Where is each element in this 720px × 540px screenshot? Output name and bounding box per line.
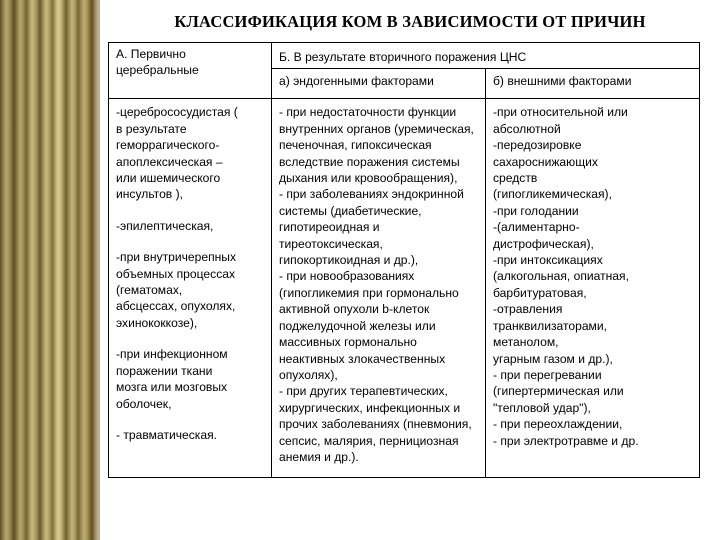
text-line: - при заболеваниях эндокринной [279, 187, 464, 202]
text-line: - при недостаточности функции [279, 105, 457, 120]
text-line: поражении ткани [116, 363, 213, 378]
text-line: тиреотоксическая, [279, 236, 383, 251]
text-line: внутренних органов (уремическая, [279, 121, 474, 136]
line-gap [116, 412, 265, 427]
header-a-line: А. Первично [116, 47, 186, 61]
line-gap [116, 203, 265, 218]
text-line: дыхания или кровообращения), [279, 171, 458, 186]
text-line: -при инфекционном [116, 347, 228, 362]
text-line: абсолютной [493, 121, 561, 136]
text-line: -при внутричерепных [116, 250, 237, 265]
text-line: средств [493, 171, 538, 186]
text-line: - при других терапевтических, [279, 384, 448, 399]
header-external: б) внешними факторами [486, 69, 700, 99]
text-line: эхинококкозе), [116, 315, 198, 330]
text-line: -при интоксикациях [493, 253, 603, 268]
text-line: угарным газом и др.), [493, 351, 613, 366]
text-line: мозга или мозговых [116, 380, 228, 395]
text-line: поджелудочной железы или [279, 318, 436, 333]
text-line: вследствие поражения системы [279, 154, 460, 169]
text-line: -церебрососудистая ( [116, 105, 238, 120]
text-line: "тепловой удар"), [493, 400, 591, 415]
text-line: оболочек, [116, 396, 172, 411]
cell-primary-causes [109, 99, 272, 478]
text-line: (алкогольная, опиатная, [493, 269, 629, 284]
text-line: гипокортикоидная и др.), [279, 253, 419, 268]
cell-external-causes [486, 99, 700, 478]
text-line: неактивных злокачественных [279, 351, 446, 366]
text-line: -передозировке [493, 138, 582, 153]
header-secondary-cns: Б. В результате вторичного поражения ЦНС [272, 43, 700, 69]
text-line: (гипогликемия при гормонально [279, 285, 459, 300]
line-gap [116, 234, 265, 249]
text-line: или ишемического [116, 171, 221, 186]
text-line: объемных процессах [116, 266, 236, 281]
decorative-drape [0, 0, 100, 540]
text-line: сепсис, малярия, пернициозная [279, 433, 459, 448]
text-line: (гематомах, [116, 283, 183, 298]
text-line: дистрофическая), [493, 236, 594, 251]
text-line: (гипертермическая или [493, 384, 624, 399]
text-line: активной опухоли b-клеток [279, 302, 430, 317]
page-title: КЛАССИФИКАЦИЯ КОМ В ЗАВИСИМОСТИ ОТ ПРИЧИН [174, 12, 646, 31]
text-line: прочих заболеваниях (пневмония, [279, 417, 472, 432]
text-line: барбитуратовая, [493, 285, 587, 300]
text-line: - при перегревании [493, 367, 602, 382]
text-line: геморрагического- [116, 138, 220, 153]
text-line: -при голодании [493, 203, 579, 218]
text-line: -при относительной или [493, 105, 628, 120]
header-a-line: церебральные [116, 63, 199, 78]
text-line: печеночная, гипоксическая [279, 138, 432, 153]
cell-endogenous-causes [272, 99, 486, 478]
text-line: абсцессах, опухолях, [116, 299, 236, 314]
text-line: системы (диабетические, [279, 203, 422, 218]
text-line: в результате [116, 121, 187, 136]
text-line: - травматическая. [116, 427, 218, 442]
header-primary-cerebral [109, 43, 272, 99]
text-line: - при электротравме и др. [493, 433, 639, 448]
text-line: метанолом, [493, 335, 559, 350]
text-line: -отравления [493, 302, 563, 317]
text-line: апоплексическая – [116, 154, 223, 169]
classification-table [108, 42, 700, 478]
line-gap [116, 331, 265, 346]
text-line: хирургических, инфекционных и [279, 400, 461, 415]
text-line: опухолях), [279, 367, 338, 382]
text-line: инсультов ), [116, 187, 183, 202]
text-line: транквилизаторами, [493, 318, 607, 333]
text-line: - при переохлаждении, [493, 417, 623, 432]
text-line: массивных гормонально [279, 335, 417, 350]
text-line: (гипогликемическая), [493, 187, 612, 202]
text-line: -эпилептическая, [116, 218, 214, 233]
text-line: -(алиментарно- [493, 220, 580, 235]
text-line: сахароснижающих [493, 154, 598, 169]
text-line: анемия и др.). [279, 449, 359, 464]
text-line: гипотиреоидная и [279, 220, 380, 235]
text-line: - при новообразованиях [279, 269, 415, 284]
header-endogenous: а) эндогенными факторами [272, 69, 486, 99]
